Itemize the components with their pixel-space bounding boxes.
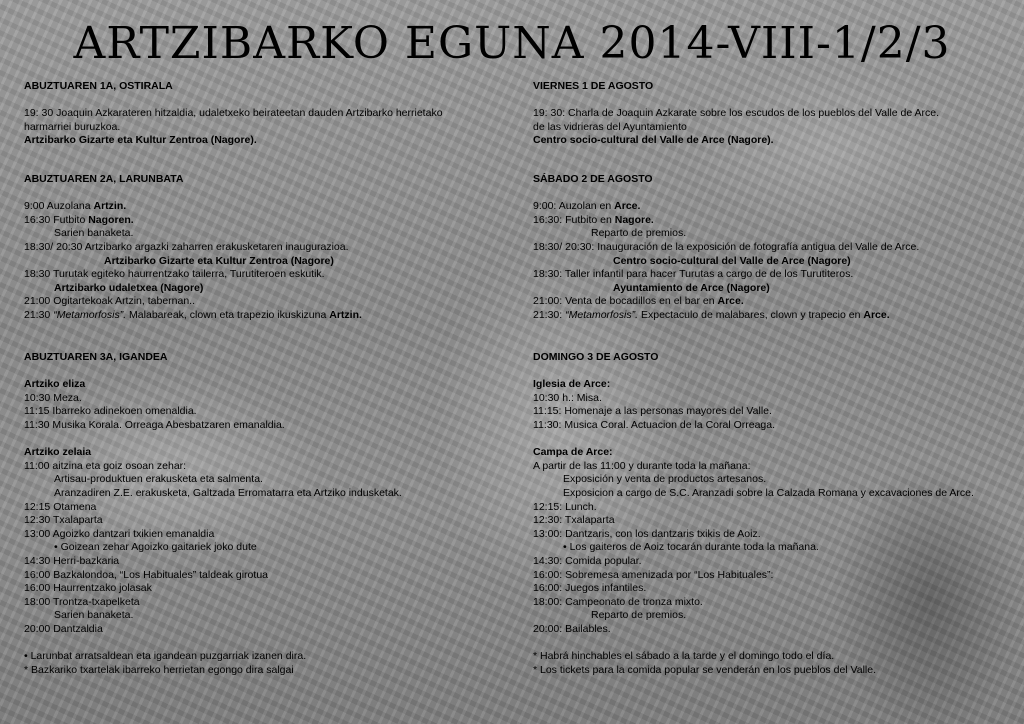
day1-section xyxy=(24,80,494,148)
event-line: Exposicion a cargo de S.C. Aranzadi sobre la Calzada Romana y excavaciones de Arce. xyxy=(563,486,974,499)
venue-line: Artzibarko Gizarte eta Kultur Zentroa (Nagore). xyxy=(24,134,257,147)
event-line: 13:00 Agoizko dantzari txikien emanaldia xyxy=(24,527,215,540)
event-line: 14:30 Herri-bazkaria xyxy=(24,554,120,567)
event-line: Exposición y venta de productos artesanos. xyxy=(563,473,767,486)
event-line: Sarien banaketa. xyxy=(54,227,134,240)
event-line: 11:15: Homenaje a las personas mayores del Valle. xyxy=(533,405,772,418)
note-line: • Larunbat arratsaldean eta igandean puzgarriak izanen dira. xyxy=(24,650,307,663)
event-line: 16:30: Futbito en Nagore. xyxy=(533,213,654,226)
event-line: harmarriei buruzkoa. xyxy=(24,120,121,133)
event-line: • Los gaiteros de Aoiz tocarán durante toda la mañana. xyxy=(563,541,819,554)
event-line: 21:30: “Metamorfosis”. Expectaculo de malabares, clown y trapecio en Arce. xyxy=(533,308,890,321)
event-line: 21:00 Ogitartekoak Artzin, tabernan.. xyxy=(24,295,196,308)
event-line: 19: 30 Joaquin Azkarateren hitzaldia, udaletxeko beirateetan dauden Artzibarko herrietako xyxy=(24,107,443,120)
event-line: 12:15: Lunch. xyxy=(533,500,597,513)
event-line: 16:00: Sobremesa amenizada por “Los Habituales”: xyxy=(533,568,774,581)
event-line: 19: 30: Charla de Joaquin Azkarate sobre los escudos de los pueblos del Valle de Arce. xyxy=(533,107,940,120)
event-line: 18:00 Trontza-txapelketa xyxy=(24,595,140,608)
event-line: 16:30 Futbito Nagoren. xyxy=(24,213,134,226)
event-line: Aranzadiren Z.E. erakusketa, Galtzada Erromatarra eta Artziko indusketak. xyxy=(54,486,402,499)
day-heading: SÁBADO 2 DE AGOSTO xyxy=(533,173,653,185)
event-line: 10:30 Meza. xyxy=(24,391,82,404)
venue-line: Artzibarko udaletxea (Nagore) xyxy=(54,281,204,294)
event-line: Reparto de premios. xyxy=(591,609,687,622)
day-heading: ABUZTUAREN 3A, IGANDEA xyxy=(24,351,168,363)
event-line: Artisau-produktuen erakusketa eta salmenta. xyxy=(54,473,263,486)
venue-line: Ayuntamiento de Arce (Nagore) xyxy=(613,281,770,294)
event-line: 18:30 Turutak egiteko haurrentzako tailerra, Turutiteroen eskutik. xyxy=(24,268,325,281)
event-line: 18:00: Campeonato de tronza mixto. xyxy=(533,595,703,608)
event-line: Sarien banaketa. xyxy=(54,609,134,622)
day1-section xyxy=(533,80,1003,148)
event-line: 9:00: Auzolan en Arce. xyxy=(533,200,641,213)
note-line: * Bazkariko txartelak ibarreko herrietan egongo dira salgai xyxy=(24,663,294,676)
venue-heading: Campa de Arce: xyxy=(533,446,613,459)
day-heading: DOMINGO 3 DE AGOSTO xyxy=(533,351,659,363)
event-line: 11:15 Ibarreko adinekoen omenaldia. xyxy=(24,405,197,418)
venue-line: Centro socio-cultural del Valle de Arce (Nagore) xyxy=(613,254,851,267)
event-line: 9:00 Auzolana Artzin. xyxy=(24,200,127,213)
event-line: 10:30 h.: Misa. xyxy=(533,391,602,404)
day3-section xyxy=(24,351,494,677)
day3-section xyxy=(533,351,1003,677)
event-line: 11:30 Musika Korala. Orreaga Abesbatzaren emanaldia. xyxy=(24,418,285,431)
event-line: 12:30: Txalaparta xyxy=(533,514,615,527)
event-line: 11:00 aitzina eta goiz osoan zehar: xyxy=(24,459,187,472)
event-line: 14:30: Comida popular. xyxy=(533,554,642,567)
event-line: 21:00: Venta de bocadillos en el bar en Arce. xyxy=(533,295,744,308)
day-heading: VIERNES 1 DE AGOSTO xyxy=(533,80,654,92)
event-line: 16:00 Bazkalondoa, “Los Habituales” taldeak girotua xyxy=(24,568,268,581)
event-line: 16:00: Juegos infantiles. xyxy=(533,582,647,595)
event-line: 11:30: Musica Coral. Actuacion de la Coral Orreaga. xyxy=(533,418,776,431)
event-line: 18:30: Taller infantil para hacer Turutas a cargo de de los Turutiteros. xyxy=(533,268,854,281)
event-line: 12:30 Txalaparta xyxy=(24,514,103,527)
event-line: A partir de las 11:00 y durante toda la mañana: xyxy=(533,459,751,472)
event-line: 20:00: Bailables. xyxy=(533,622,611,635)
page-title: ARTZIBARKO EGUNA 2014-VIII-1/2/3 xyxy=(73,18,951,69)
venue-heading: Artziko zelaia xyxy=(24,446,92,459)
event-line: 20:00 Dantzaldia xyxy=(24,622,103,635)
event-line: 18:30/ 20:30: Inauguración de la exposición de fotografía antigua del Valle de Arce. xyxy=(533,240,920,253)
event-line: Reparto de premios. xyxy=(591,227,687,240)
event-line: 12:15 Otamena xyxy=(24,500,97,513)
event-line: • Goizean zehar Agoizko gaitariek joko dute xyxy=(54,541,257,554)
day2-section xyxy=(24,173,494,323)
venue-line: Artzibarko Gizarte eta Kultur Zentroa (Nagore) xyxy=(104,254,334,267)
day-heading: ABUZTUAREN 1A, OSTIRALA xyxy=(24,80,173,92)
event-line: 13:00: Dantzaris, con los dantzaris txikis de Aoiz. xyxy=(533,527,761,540)
event-line: de las vidrieras del Ayuntamiento xyxy=(533,120,687,133)
note-line: * Habrá hinchables el sábado a la tarde y el domingo todo el día. xyxy=(533,650,835,663)
event-line: 16:00 Haurrentzako jolasak xyxy=(24,582,152,595)
venue-line: Centro socio-cultural del Valle de Arce (Nagore). xyxy=(533,134,774,147)
day2-section xyxy=(533,173,1003,323)
venue-heading: Iglesia de Arce: xyxy=(533,378,611,391)
note-line: * Los tickets para la comida popular se venderán en los pueblos del Valle. xyxy=(533,663,877,676)
event-line: 18:30/ 20:30 Artzibarko argazki zaharren erakusketaren inaugurazioa. xyxy=(24,240,349,253)
venue-heading: Artziko eliza xyxy=(24,378,86,391)
day-heading: ABUZTUAREN 2A, LARUNBATA xyxy=(24,173,184,185)
event-line: 21:30 “Metamorfosis”. Malabareak, clown eta trapezio ikuskizuna Artzin. xyxy=(24,308,362,321)
